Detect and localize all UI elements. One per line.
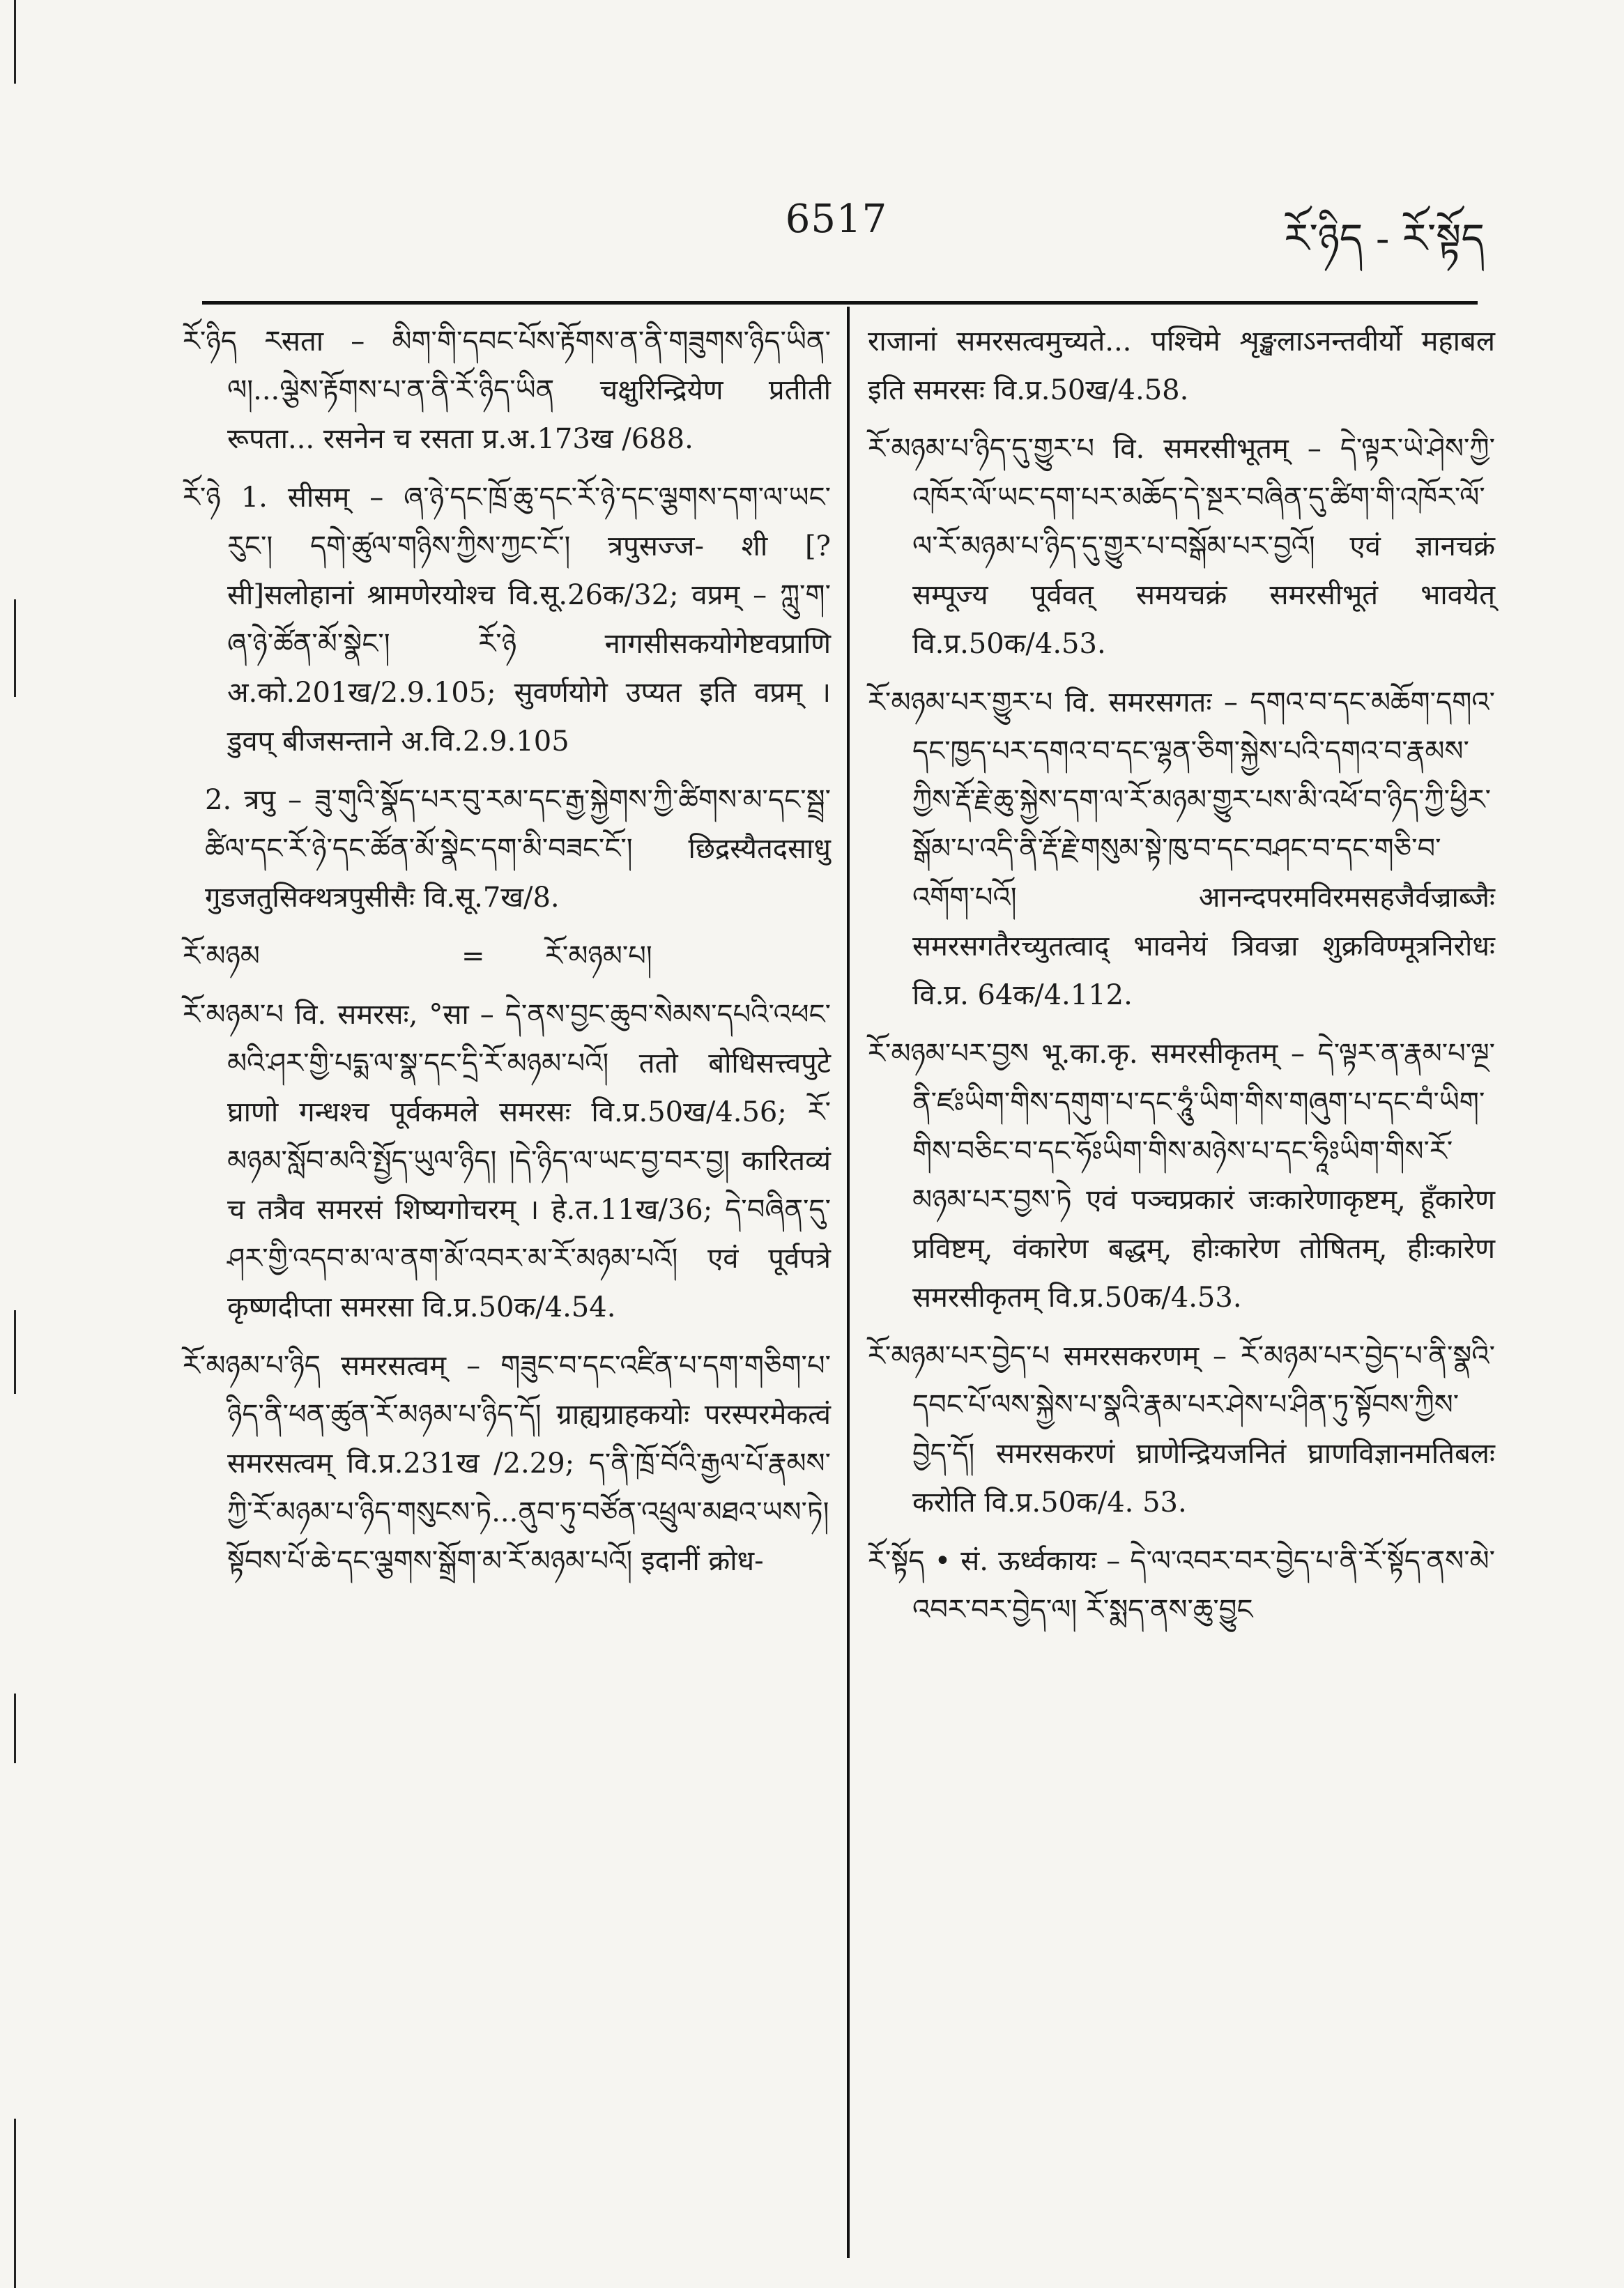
entry-continuation: राजानां समरसत्वमुच्यते... पश्चिमे शृङ्खलाऽनन्तवीर्यो महाबल इति समरसः वि.प्र.50ख/4.58.: [868, 325, 1495, 406]
book-binding-edge: [0, 0, 29, 2288]
equals-sign: =: [461, 940, 485, 972]
binding-thread: [14, 1694, 16, 1763]
right-column: [868, 317, 1495, 1644]
dictionary-entry: རོ་མཉམ་པ་ཉིད་དུ་གྱུར་པ वि. समरसीभूतम् – དེ་ལྟར་ཡེ་ཤེས་ཀྱི་འཁོར་ལོ་ཡང་དག་པར་མཆོད་དེ་སྔར་བཞིན་དུ་ཚིག་གི་འཁོར་ལོ་ལ་རོ་མཉམ་པ་ཉིད་དུ་གྱུར་པ་བསྒོམ་པར་བྱའོ། एवं ज्ञानचक्रं सम्पूज्य पूर्ववत् समयचक्रं समरसीभूतं भावयेत् वि.प्र.50क/4.53.: [868, 433, 1495, 660]
dictionary-entry: རོ་མཉམ་པར་བྱས भू.का.कृ. समरसीकृतम् – དེ་ལྟར་ན་རྣམ་པ་ལྔ་ནི་ཛཿཡིག་གིས་དགུག་པ་དང་ཧཱུཾ་ཡིག་གིས་གཞུག་པ་དང་བཾ་ཡིག་གིས་བཅིང་བ་དང་ཧོཿཡིག་གིས་མཉེས་པ་དང་ཧཱིཿཡིག་གིས་རོ་མཉམ་པར་བྱས་ཏེ एवं पञ्चप्रकारं जःकारेणाकृष्टम्, हूँकारेण प्रविष्टम्, वंकारेण बद्धम्, होःकारेण तोषितम्, हीःकारेण समरसीकृतम् वि.प्र.50क/4.53.: [868, 1038, 1495, 1314]
column-divider: [847, 307, 850, 2258]
dictionary-entry: རོ་ཉེ 1. सीसम् – ཞ་ཉེ་དང་ཁྲོ་ཆུ་དང་རོ་ཉེ་དང་ལྕགས་དག་ལ་ཡང་རུང་། དགེ་ཚུལ་གཉིས་ཀྱིས་ཀྱང་ངོ་། त्रपुसज्ज- शी [?सी]सलोहानां श्रामणेरयोश्च वि.सू.26क/32; वप्रम् – ཀླུ་ག་ཞ་ཉེ་ཚོན་མོ་སྣེང་། རོ་ཉེ नागसीसकयोगेष्टवप्राणि अ.को.201ख/2.9.105; सुवर्णयोगे उप्यत इति वप्रम् । डुवप् बीजसन्ताने अ.वि.2.9.105: [183, 482, 831, 758]
dictionary-entry: རོ་སྟོད • सं. ऊर्ध्वकायः – དེ་ལ་འབར་བར་བྱེད་པ་ནི་རོ་སྟོད་ནས་མེ་འབར་བར་བྱེད་ལ། རོ་སྨད་ནས་ཆུ་བྱུང: [868, 1545, 1495, 1626]
dictionary-entry: རོ་མཉམ་པ वि. समरसः, °सा – དེ་ནས་བྱང་ཆུབ་སེམས་དཔའི་འཕང་མའི་ཤར་གྱི་པདྨ་ལ་སྣ་དང་དྲི་རོ་མཉམ་པའོ། ततो बोधिसत्त्वपुटे घ्राणो गन्धश्च पूर्वकमले समरसः वि.प्र.50ख/4.56; རོ་མཉམ་སློབ་མའི་སྤྱོད་ཡུལ་ཉིད། །དེ་ཉིད་ལ་ཡང་བྱ་བར་བྱ། कारितव्यं च तत्रैव समरसं शिष्यगोचरम् । हे.त.11ख/36; དེ་བཞིན་དུ་ཤར་གྱི་འདབ་མ་ལ་ནག་མོ་འབར་མ་རོ་མཉམ་པའོ། एवं पूर्वपत्रे कृष्णदीप्ता समरसा वि.प्र.50क/4.54.: [183, 999, 831, 1323]
dictionary-entry: རོ་ཉིད རसता – མིག་གི་དབང་པོས་རྟོགས་ན་ནི་གཟུགས་ཉིད་ཡིན་ལ།...ལྕེས་རྟོགས་པ་ན་ནི་རོ་ཉིད་ཡིན चक्षुरिन्द्रियेण प्रतीती रूपता... रसनेन च रसता प्र.अ.173ख /688.: [183, 325, 831, 455]
binding-thread: [14, 2119, 16, 2288]
binding-thread: [14, 0, 16, 84]
left-column: [183, 317, 831, 1595]
page-number: 6517: [785, 197, 888, 242]
running-headword: རོ་ཉིད - རོ་སྟོད: [1284, 215, 1485, 262]
dictionary-subentry: 2. त्रपु – ཟུ་གུའི་སྣོད་པར་བུ་རམ་དང་རྒྱ་སྐྱེགས་ཀྱི་ཚིགས་མ་དང་སྦྲ་ཚིལ་དང་རོ་ཉེ་དང་ཚོན་མོ་སྣེང་དག་མི་བཟང་ངོ་། छिद्रस्यैतदसाधु गुडजतुसिक्थत्रपुसीसैः वि.सू.7ख/8.: [205, 784, 831, 914]
cross-reference-entry: [183, 932, 831, 981]
cross-reference-target: རོ་མཉམ་པ།: [545, 940, 652, 972]
cross-reference-term: རོ་མཉམ: [183, 940, 260, 972]
binding-thread: [14, 599, 16, 697]
dictionary-entry: རོ་མཉམ་པར་གྱུར་པ वि. समरसगतः – དགའ་བ་དང་མཆོག་དགའ་དང་ཁྱད་པར་དགའ་བ་དང་ལྷན་ཅིག་སྐྱེས་པའི་དགའ་བ་རྣམས་ཀྱིས་རྡོ་རྗེ་ཆུ་སྐྱེས་དག་ལ་རོ་མཉམ་གྱུར་པས་མི་འཕོ་བ་ཉིད་ཀྱི་ཕྱིར་སྒོམ་པ་འདི་ནི་རྡོ་རྗེ་གསུམ་སྟེ་ཁུ་བ་དང་བཤང་བ་དང་གཅི་བ་འགོག་པའོ། आनन्दपरमविरमसहजैर्वज्राब्जैः समरसगतैरच्युतत्वाद् भावनेयं त्रिवज्रा शुक्रविण्मूत्रनिरोधः वि.प्र. 64क/4.112.: [868, 686, 1495, 1011]
dictionary-entry: རོ་མཉམ་པར་བྱེད་པ समरसकरणम् – རོ་མཉམ་པར་བྱེད་པ་ནི་སྣའི་དབང་པོ་ལས་སྐྱེས་པ་སྣའི་རྣམ་པར་ཤེས་པ་ཤིན་ཏུ་སྟོབས་ཀྱིས་བྱེད་དོ། समरसकरणं घ्राणेन्द्रियजनितं घ्राणविज्ञानमतिबलः करोति वि.प्र.50क/4. 53.: [868, 1340, 1495, 1519]
header-rule: [202, 301, 1478, 305]
dictionary-entry: རོ་མཉམ་པ་ཉིད समरसत्वम् – གཟུང་བ་དང་འཛིན་པ་དག་གཅིག་པ་ཉིད་ནི་ཕན་ཚུན་རོ་མཉམ་པ་ཉིད་དོ། ग्राह्यग्राहकयोः परस्परमेकत्वं समरसत्वम् वि.प्र.231ख /2.29; ད་ནི་ཁྲོ་བོའི་རྒྱལ་པོ་རྣམས་ཀྱི་རོ་མཉམ་པ་ཉིད་གསུངས་ཏེ...ནུབ་ཏུ་བཙོན་འཕྲུལ་མཐའ་ཡས་ཏེ། སྟོབས་པོ་ཆེ་དང་ལྕགས་སྒྲོག་མ་རོ་མཉམ་པའོ། इदानीं क्रोध-: [183, 1350, 831, 1577]
binding-thread: [14, 1310, 16, 1394]
